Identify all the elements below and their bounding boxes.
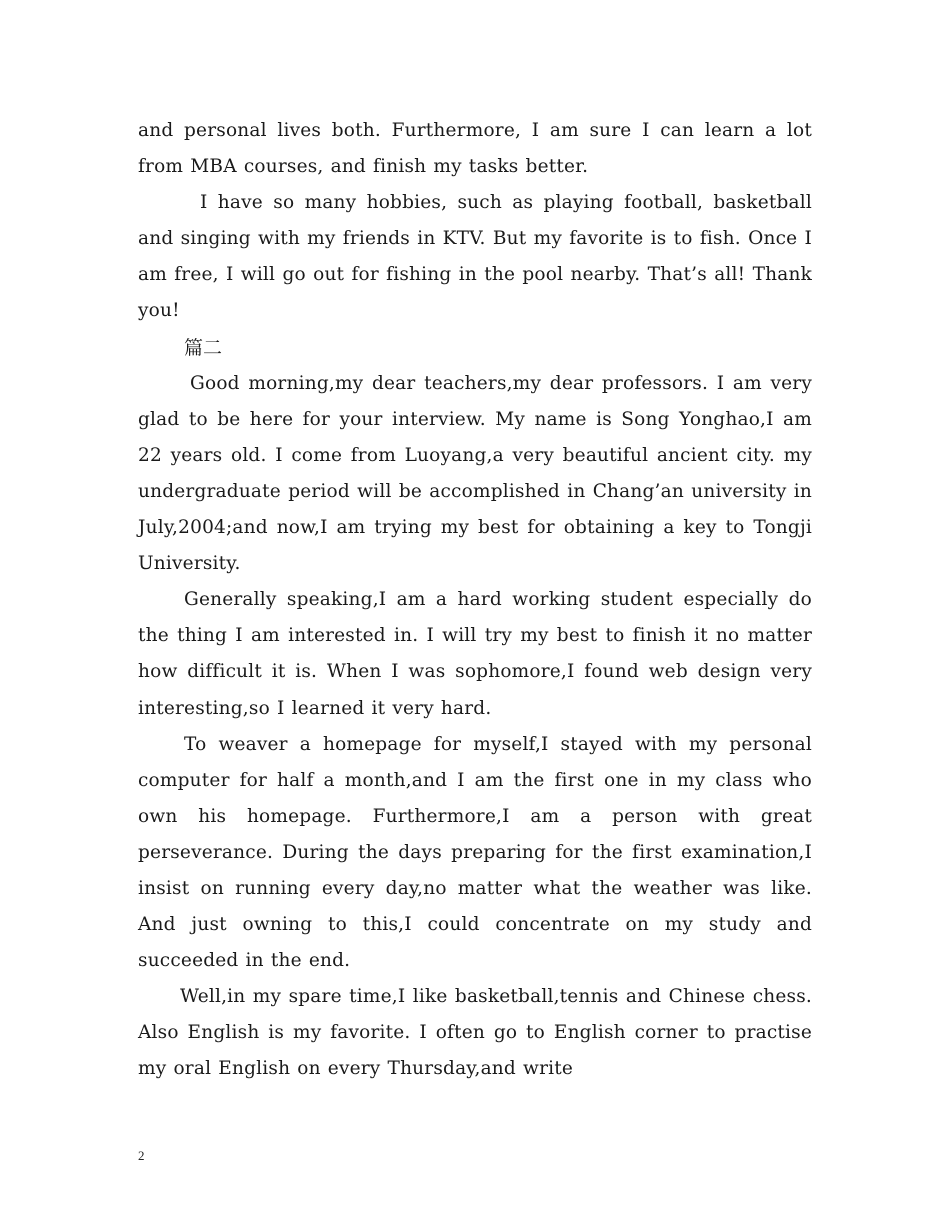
page-number: 2 [138, 1148, 145, 1163]
paragraph-hobbies: I have so many hobbies, such as playing football, basketball and singing with my friends in KTV. But my favorite is to fish. Once I am free, I will go out for fishing in the pool nearby. That’s all! Thank you! [138, 192, 812, 322]
paragraph-spare-time: Well,in my spare time,I like basketball,tennis and Chinese chess. Also English is my favorite. I often go to English corner to practise my oral English on every Thursday,and write [138, 986, 812, 1080]
body-text [138, 113, 812, 1088]
paragraph-homepage: To weaver a homepage for myself,I stayed with my personal computer for half a month,and I am the first one in my class who own his homepage. Furthermore,I am a person with great perseverance. During the days preparing for the first examination,I insist on running every day,no matter what the weather was like. And just owning to this,I could concentrate on my study and succeeded in the end. [138, 733, 812, 972]
paragraph-continuation: and personal lives both. Furthermore, I am sure I can learn a lot from MBA courses, and finish my tasks better. [138, 120, 812, 178]
paragraph-greeting: Good morning,my dear teachers,my dear professors. I am very glad to be here for your interview. My name is Song Yonghao,I am 22 years old. I come from Luoyang,a very beautiful ancient city. my undergraduate period will be accomplished in Chang’an university in July,2004;and now,I am trying my best for obtaining a key to Tongji University. [138, 372, 812, 575]
section-heading: 篇二 [184, 336, 223, 359]
paragraph-hard-working: Generally speaking,I am a hard working student especially do the thing I am interested in. I will try my best to finish it no matter how difficult it is. When I was sophomore,I found web design very interesting,so I learned it very hard. [138, 589, 812, 719]
